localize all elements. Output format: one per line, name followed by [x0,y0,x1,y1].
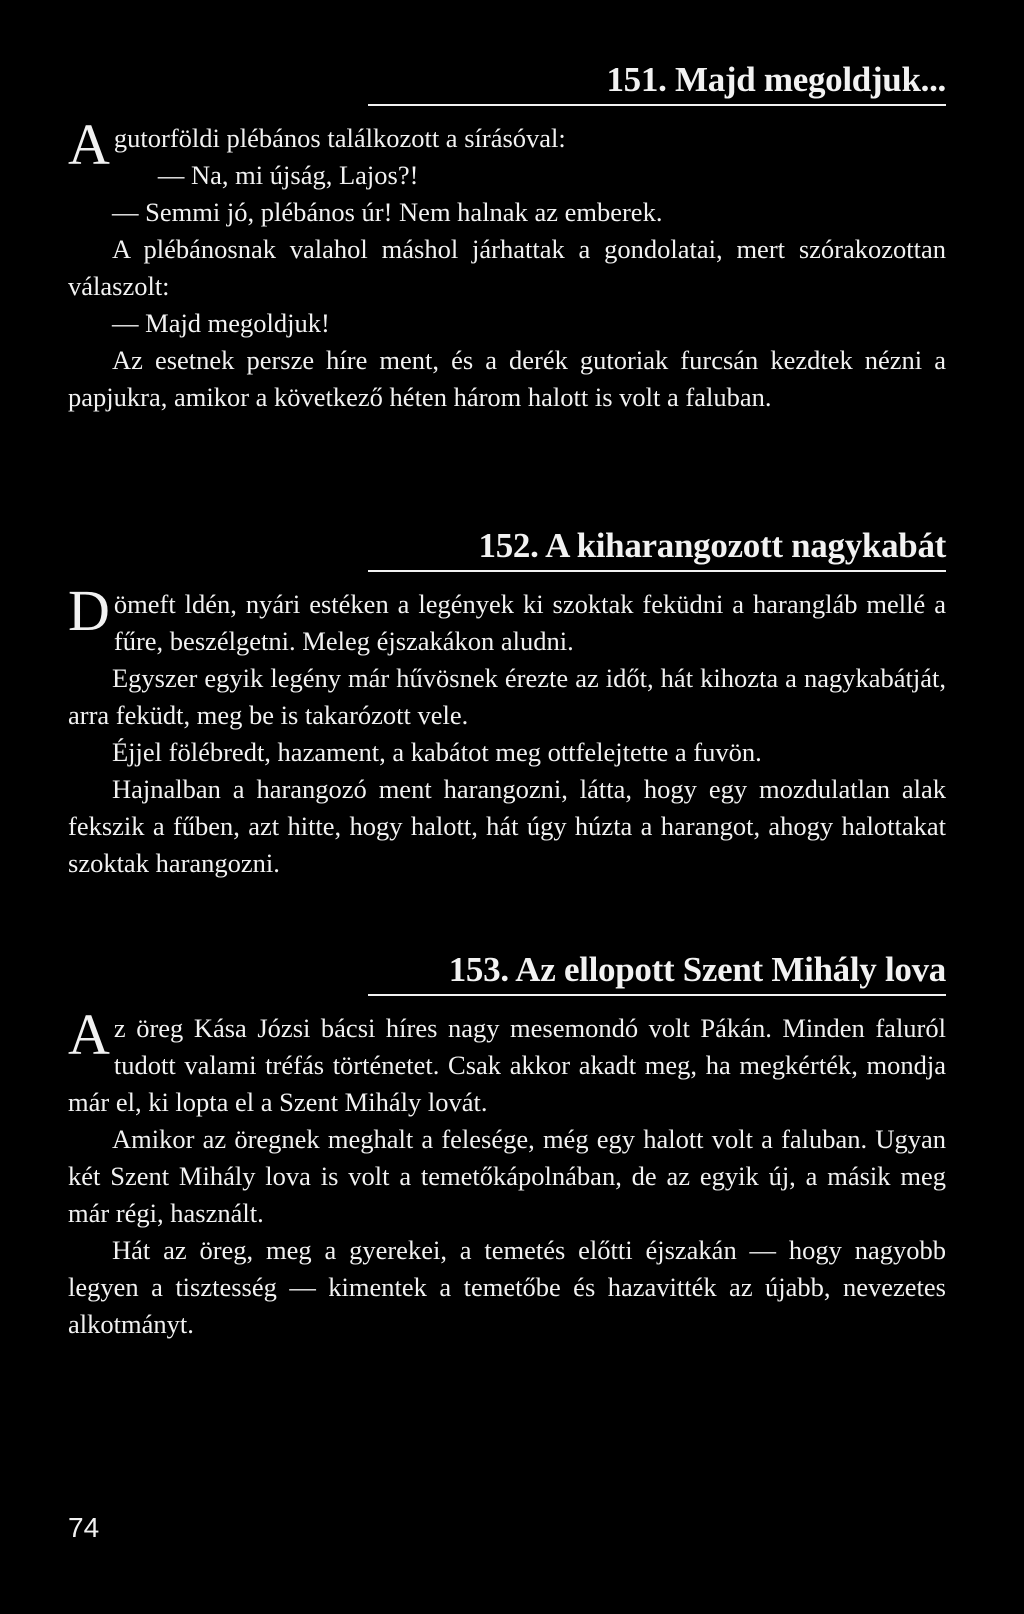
paragraph: A plébánosnak valahol máshol járhattak a gondolatai, mert szórakozottan válaszolt: [68,234,946,301]
first-paragraph [68,578,946,660]
section-152 [68,524,946,882]
paragraph: Egyszer egyik legény már hűvösnek érezte az időt, hát kihozta a nagykabátját, arra feküdt, meg be is takarózott vele. [68,663,946,730]
section-heading-row [68,524,946,572]
section-151 [68,58,946,416]
heading-rule [368,994,946,996]
paragraph: Hát az öreg, meg a gyerekei, a temetés előtti éjszakán — hogy nagyobb legyen a tisztesség — kimentek a temetőbe és hazavitték az újabb, nevezetes alkotmányt. [68,1235,946,1339]
section-heading-row [68,58,946,106]
paragraph: — Na, mi újság, Lajos?! [157,160,419,190]
first-paragraph-text: z öreg Kása Józsi bácsi híres nagy mesemondó volt Pákán. Minden faluról tudott valami tréfás történetet. Csak akkor akadt meg, ha megkérték, mondja már el, ki lopta el a Szent Mihály lovát. [68,1013,946,1117]
paragraph: Amikor az öregnek meghalt a felesége, még egy halott volt a faluban. Ugyan két Szent Mihály lova is volt a temetőkápolnában, de az egyik új, a másik meg már régi, használt. [68,1124,946,1228]
section-heading-row [68,948,946,996]
section-title: 152. A kiharangozott nagykabát [478,526,946,565]
paragraph: Az esetnek persze híre ment, és a derék gutoriak furcsán kezdtek nézni a papjukra, amikor a következő héten három halott is volt a faluban. [68,345,946,412]
heading-rule [368,104,946,106]
section-title: 153. Az ellopott Szent Mihály lova [448,950,946,989]
paragraph: Éjjel fölébredt, hazament, a kabátot meg ottfelejtette a fuvön. [112,737,762,767]
drop-cap: A [68,1002,110,1067]
first-paragraph-text: ömeft ldén, nyári estéken a legények ki szoktak feküdni a harangláb mellé a fűre, beszélgetni. Meleg éjszakákon aludni. [113,589,946,656]
paragraph: — Semmi jó, plébános úr! Nem halnak az emberek. [112,197,663,227]
first-paragraph-text: gutorföldi plébános találkozott a sírásóval: [113,123,566,153]
drop-cap: A [68,112,110,177]
section-153 [68,948,946,1343]
paragraph: — Majd megoldjuk! [112,308,330,338]
first-paragraph [68,1002,946,1121]
page-number: 74 [68,1512,100,1543]
paragraph: Hajnalban a harangozó ment harangozni, látta, hogy egy mozdulatlan alak fekszik a fűben, azt hitte, hogy halott, hát úgy húzta a harangot, ahogy halottakat szoktak harangozni. [68,774,946,878]
heading-rule [368,570,946,572]
drop-cap: D [68,578,110,643]
section-title: 151. Majd megoldjuk... [606,60,946,99]
